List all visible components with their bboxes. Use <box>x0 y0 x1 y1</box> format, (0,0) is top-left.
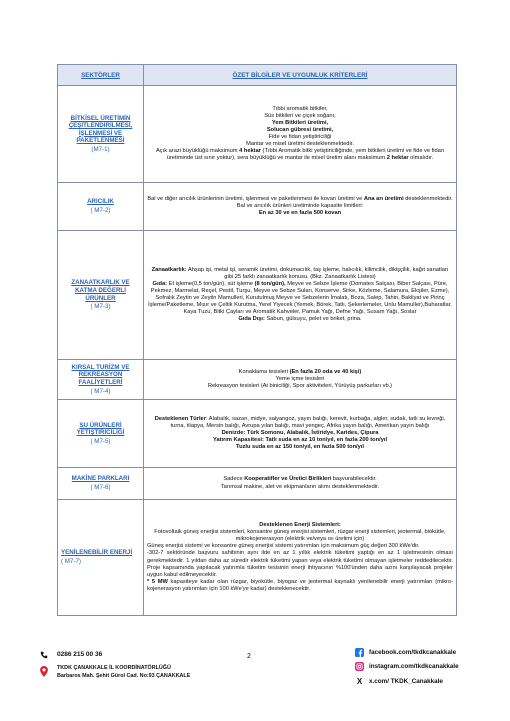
criteria-bold: Gıda: <box>152 280 168 287</box>
sector-name: ARICILIK <box>87 198 114 206</box>
criteria-paragraph <box>147 430 453 437</box>
header-cell-sectors <box>58 65 144 86</box>
sector-table <box>57 64 457 616</box>
criteria-text: Sadece <box>223 476 245 483</box>
sector-name: MAKİNE PARKLARI <box>71 475 130 483</box>
sector-code: ( M7-4) <box>90 387 111 395</box>
criteria-heading: Desteklenen Enerji Sistemleri: <box>259 522 341 529</box>
criteria-cell <box>144 400 457 468</box>
criteria-text: : Alabalık, sazan, midye, salyangoz, yayın balığı, kerevit, kurbağa, algler, sudak, tatlı su levreği, turna, tilapya, Mersin balığı, Avrupa yılan balığı, mavi yengeç, Afrika yayın balığı, Amerikan yayın balığı <box>170 415 446 429</box>
header-sectors: SEKTÖRLER <box>81 71 120 79</box>
facebook-link[interactable] <box>355 648 456 657</box>
criteria-text: olmalıdır. <box>408 155 434 162</box>
criteria-bold: 4 hektar <box>239 148 261 155</box>
sector-code: ( M7-7) <box>61 558 81 565</box>
criteria-cell <box>144 468 457 500</box>
sector-name: BİTKİSEL ÜRETİMİN ÇEŞİTLENDİRİLMESİ, İŞLENMESİ VE PAKETLENMESİ <box>68 114 133 145</box>
criteria-bold: Denizde: <box>221 429 246 436</box>
criteria-text: Ahşap işi, metal işi, seramik üretimi, dokumacılık, taş işleme, halıcılık, kilimcilik, dikişçilik, kağıt sanatları gibi 25 farklı zanaatkarlık konusu. (Bkz. Zanaatkarlık Listesi) <box>186 266 449 280</box>
criteria-line: Fotovoltaik güneş enerjisi sistemleri, konsantre güneş enerjisi sistemleri, rüzgar enerji sistemleri, jeotermal, biokütle, mikrokojenerasyon (elektrik ve/veya ısı üretimi için) <box>154 529 446 543</box>
criteria-bold: Desteklenen Türler <box>154 415 206 422</box>
header-criteria: ÖZET BİLGİLER VE UYGUNLUK KRİTERLERİ <box>232 71 368 79</box>
criteria-bold: Kooperatifler ve Üretici Birlikleri <box>244 476 332 483</box>
sector-cell <box>58 231 144 360</box>
criteria-text: (Tıbbi Aromatik bitki yetiştiriciliğinde, yem bitkileri üretimi ve fide ve fidan üretiminde üst sınır yoktur), sera büyüklüğü ve mantar ile misel üretim alanı maksimum <box>166 148 444 162</box>
criteria-line: Solucan gübresi üretimi, <box>266 126 334 133</box>
sector-cell <box>58 500 144 616</box>
table-row <box>58 231 457 360</box>
facebook-handle[interactable]: facebook.com/tkdkcanakkale <box>369 649 457 656</box>
sector-name: YENİLENEBİLİR ENERJİ <box>61 549 133 557</box>
criteria-bold: Ana arı üretimi <box>363 195 404 202</box>
criteria-line: Yatırım Kapasitesi: Tatlı suda en az 10 ton/yıl, en fazla 200 ton/yıl <box>212 437 388 444</box>
table-row <box>58 183 457 231</box>
criteria-cell <box>144 360 457 400</box>
sector-code: ( M7-3) <box>90 303 111 311</box>
table-row <box>58 86 457 183</box>
criteria-line: Süs bitkileri ve çiçek soğanı, <box>264 112 336 119</box>
table-row <box>58 400 457 468</box>
sector-cell <box>58 183 144 231</box>
instagram-link[interactable] <box>355 662 459 671</box>
criteria-text: başvurabilecektir. <box>331 476 377 483</box>
criteria-text: Sabun, gülsuyu, pelet ve briket, prina. <box>264 316 362 323</box>
criteria-bold: (En fazla 20 oda ve 40 kişi) <box>289 368 362 375</box>
criteria-paragraph <box>147 579 453 593</box>
criteria-bold: Zanaatkarlık: <box>151 266 187 273</box>
phone-icon <box>40 651 48 659</box>
criteria-bold: Türk Somonu, Alabalık, İstiridye, Karides, Çipura <box>245 429 379 436</box>
footer-organization: TKDK ÇANAKKALE İL KOORDİNATÖRLÜĞÜ <box>57 665 171 671</box>
criteria-text: kapasiteye kadar olan rüzgar, biyokütle, biyogaz ve jeotermal kaynaklı yenilenebilir enerji yatırımları (mikro-kojenerasyon yatırımları için 100 kWe'ye kadar) desteklenecektir. <box>147 578 453 592</box>
criteria-cell <box>144 231 457 360</box>
sector-code: (M7-1) <box>91 145 110 153</box>
criteria-line: Güneş enerjisi sistemi ve konsantre güneş enerjisi sistemi yatırımları için maksimum güç değeri 300 kWe'dir. <box>147 543 420 550</box>
criteria-cell <box>144 86 457 183</box>
table-row <box>58 500 457 616</box>
criteria-line: Tarımsal makine, alet ve ekipmanların alımı desteklenmektedir. <box>220 483 380 490</box>
sector-name: KIRSAL TURİZM VE REKREASYON FAALİYETLERİ <box>71 363 130 386</box>
criteria-line: Yeme içme tesisleri <box>275 375 325 382</box>
table-row <box>58 468 457 500</box>
criteria-text: desteklenmektedir. <box>403 195 453 202</box>
criteria-paragraph <box>147 476 453 483</box>
x-icon: X <box>356 677 363 686</box>
criteria-paragraph <box>147 267 453 281</box>
criteria-paragraph <box>147 281 453 316</box>
criteria-cell <box>144 500 457 616</box>
x-link[interactable] <box>355 677 443 686</box>
sector-code: ( M7-5) <box>90 437 111 445</box>
sector-cell <box>58 360 144 400</box>
footer-phone[interactable]: 0286 215 00 36 <box>57 651 103 658</box>
instagram-icon <box>355 662 364 671</box>
criteria-line: Yem Bitkileri üretimi, <box>271 119 329 126</box>
table-header-row <box>58 65 457 86</box>
criteria-line: Mantar ve misel üretimi desteklenmektedir. <box>246 141 354 148</box>
instagram-handle[interactable]: instagram.com/tkdkcanakkale <box>369 663 459 670</box>
criteria-line: Tuzlu suda en az 150 ton/yıl, en fazla 500 ton/yıl <box>236 444 364 451</box>
table-row <box>58 360 457 400</box>
criteria-line: Fide ve fidan yetiştiriciliği <box>268 134 332 140</box>
criteria-paragraph <box>147 196 453 203</box>
criteria-text: Açık arazi büyüklüğü maksimum <box>156 148 240 155</box>
criteria-paragraph <box>147 148 453 162</box>
header-cell-criteria <box>144 65 457 86</box>
criteria-line: Rekreasyon tesisleri (At biniciliği, Spor aktiviteleri, Yürüyüş parkurları vb.) <box>207 383 393 390</box>
sector-code: ( M7-2) <box>90 207 111 214</box>
page-number: 2 <box>247 653 251 660</box>
criteria-bold: 2 hektar <box>386 155 409 162</box>
sector-name: SU ÜRÜNLERİ YETİŞTİRİCİLİĞİ <box>76 421 125 437</box>
criteria-text: Bal ve diğer arıcılık ürünlerinin üretimi, işlenmesi ve paketlenmesi ile kovan üretimi ve <box>147 195 364 202</box>
facebook-icon <box>355 648 364 657</box>
sector-cell <box>58 86 144 183</box>
x-handle[interactable]: x.com/ TKDK_Canakkale <box>369 678 443 685</box>
criteria-bold: Gıda Dışı: <box>238 316 265 323</box>
sector-code: ( M7-6) <box>90 484 111 491</box>
criteria-text: Meyve ve Sebze İşleme (Domates Salçası, Biber Salçası, Püre, Pekmez, Marmelat, Reçel, Pestil, Turşu, Meyve ve Sebze Suları, Konserve, Sirke, Közleme, Salamura, Ekşiler, Ezme), Sofralık Zeytin ve Zeytin Mamulleri, Kurutulmuş Meyve ve Sebzelerin İmalatı, Boza, Salep, Tahin, Bakliyat ve Pirinç İşleme/Paketleme, Mısır ve Çeltik Kurutma, Yerel Yiyecek (Yemek, Börek, Tatlı, Şekerlemeler, Unlu Mamuller),Baharatlar, Kaya Tuzu, Bitki Çayları ve Aromatik Kahveler, Pamuk Yağı, Defne Yağı, Susam Yağı, Soslar <box>148 280 452 316</box>
criteria-paragraph <box>147 316 453 323</box>
criteria-bold: * 5 MW <box>147 578 168 585</box>
criteria-line: Tıbbi aromatik bitkiler, <box>272 105 328 112</box>
criteria-bold: (8 ton/gün), <box>254 280 286 287</box>
criteria-line: -302-7 sektöründe başvuru sahibinin aynı ilde en az 1 yıllık elektrik tüketimi yaptığı en az 1 işletmesinin olması gerekmektedir. 1 yıldan daha az süredir elektrik tüketimi yapan veya elektrik tüketimi olmayan işletmeler reddedilecektir. Proje kapsamında yapılacak yatırımla tüketim tesisinin enerji ihtiyacının %100'ünden daha azını karşılayacak projeler uygun kabul edilmeyecektir. <box>147 550 453 578</box>
sector-cell <box>58 468 144 500</box>
criteria-text: Konaklama tesisleri <box>238 368 290 375</box>
criteria-paragraph <box>147 369 453 376</box>
criteria-line: Bal ve arıcılık ürünleri üretiminde kapasite limitleri: <box>236 202 364 209</box>
criteria-line: En az 30 ve en fazla 500 kovan <box>258 210 342 217</box>
sector-name: ZANAATKARLIK VE KATMA DEĞERLİ ÜRÜNLER <box>71 279 130 302</box>
criteria-paragraph <box>147 416 453 430</box>
sector-cell <box>58 400 144 468</box>
criteria-cell <box>144 183 457 231</box>
criteria-text: Et işleme(0,5 ton/gün), süt işleme <box>167 280 255 287</box>
footer-address: Barbaros Mah. Şehit Gürol Cad. No:93 ÇANAKKALE <box>57 673 191 679</box>
location-pin-icon <box>40 666 48 677</box>
